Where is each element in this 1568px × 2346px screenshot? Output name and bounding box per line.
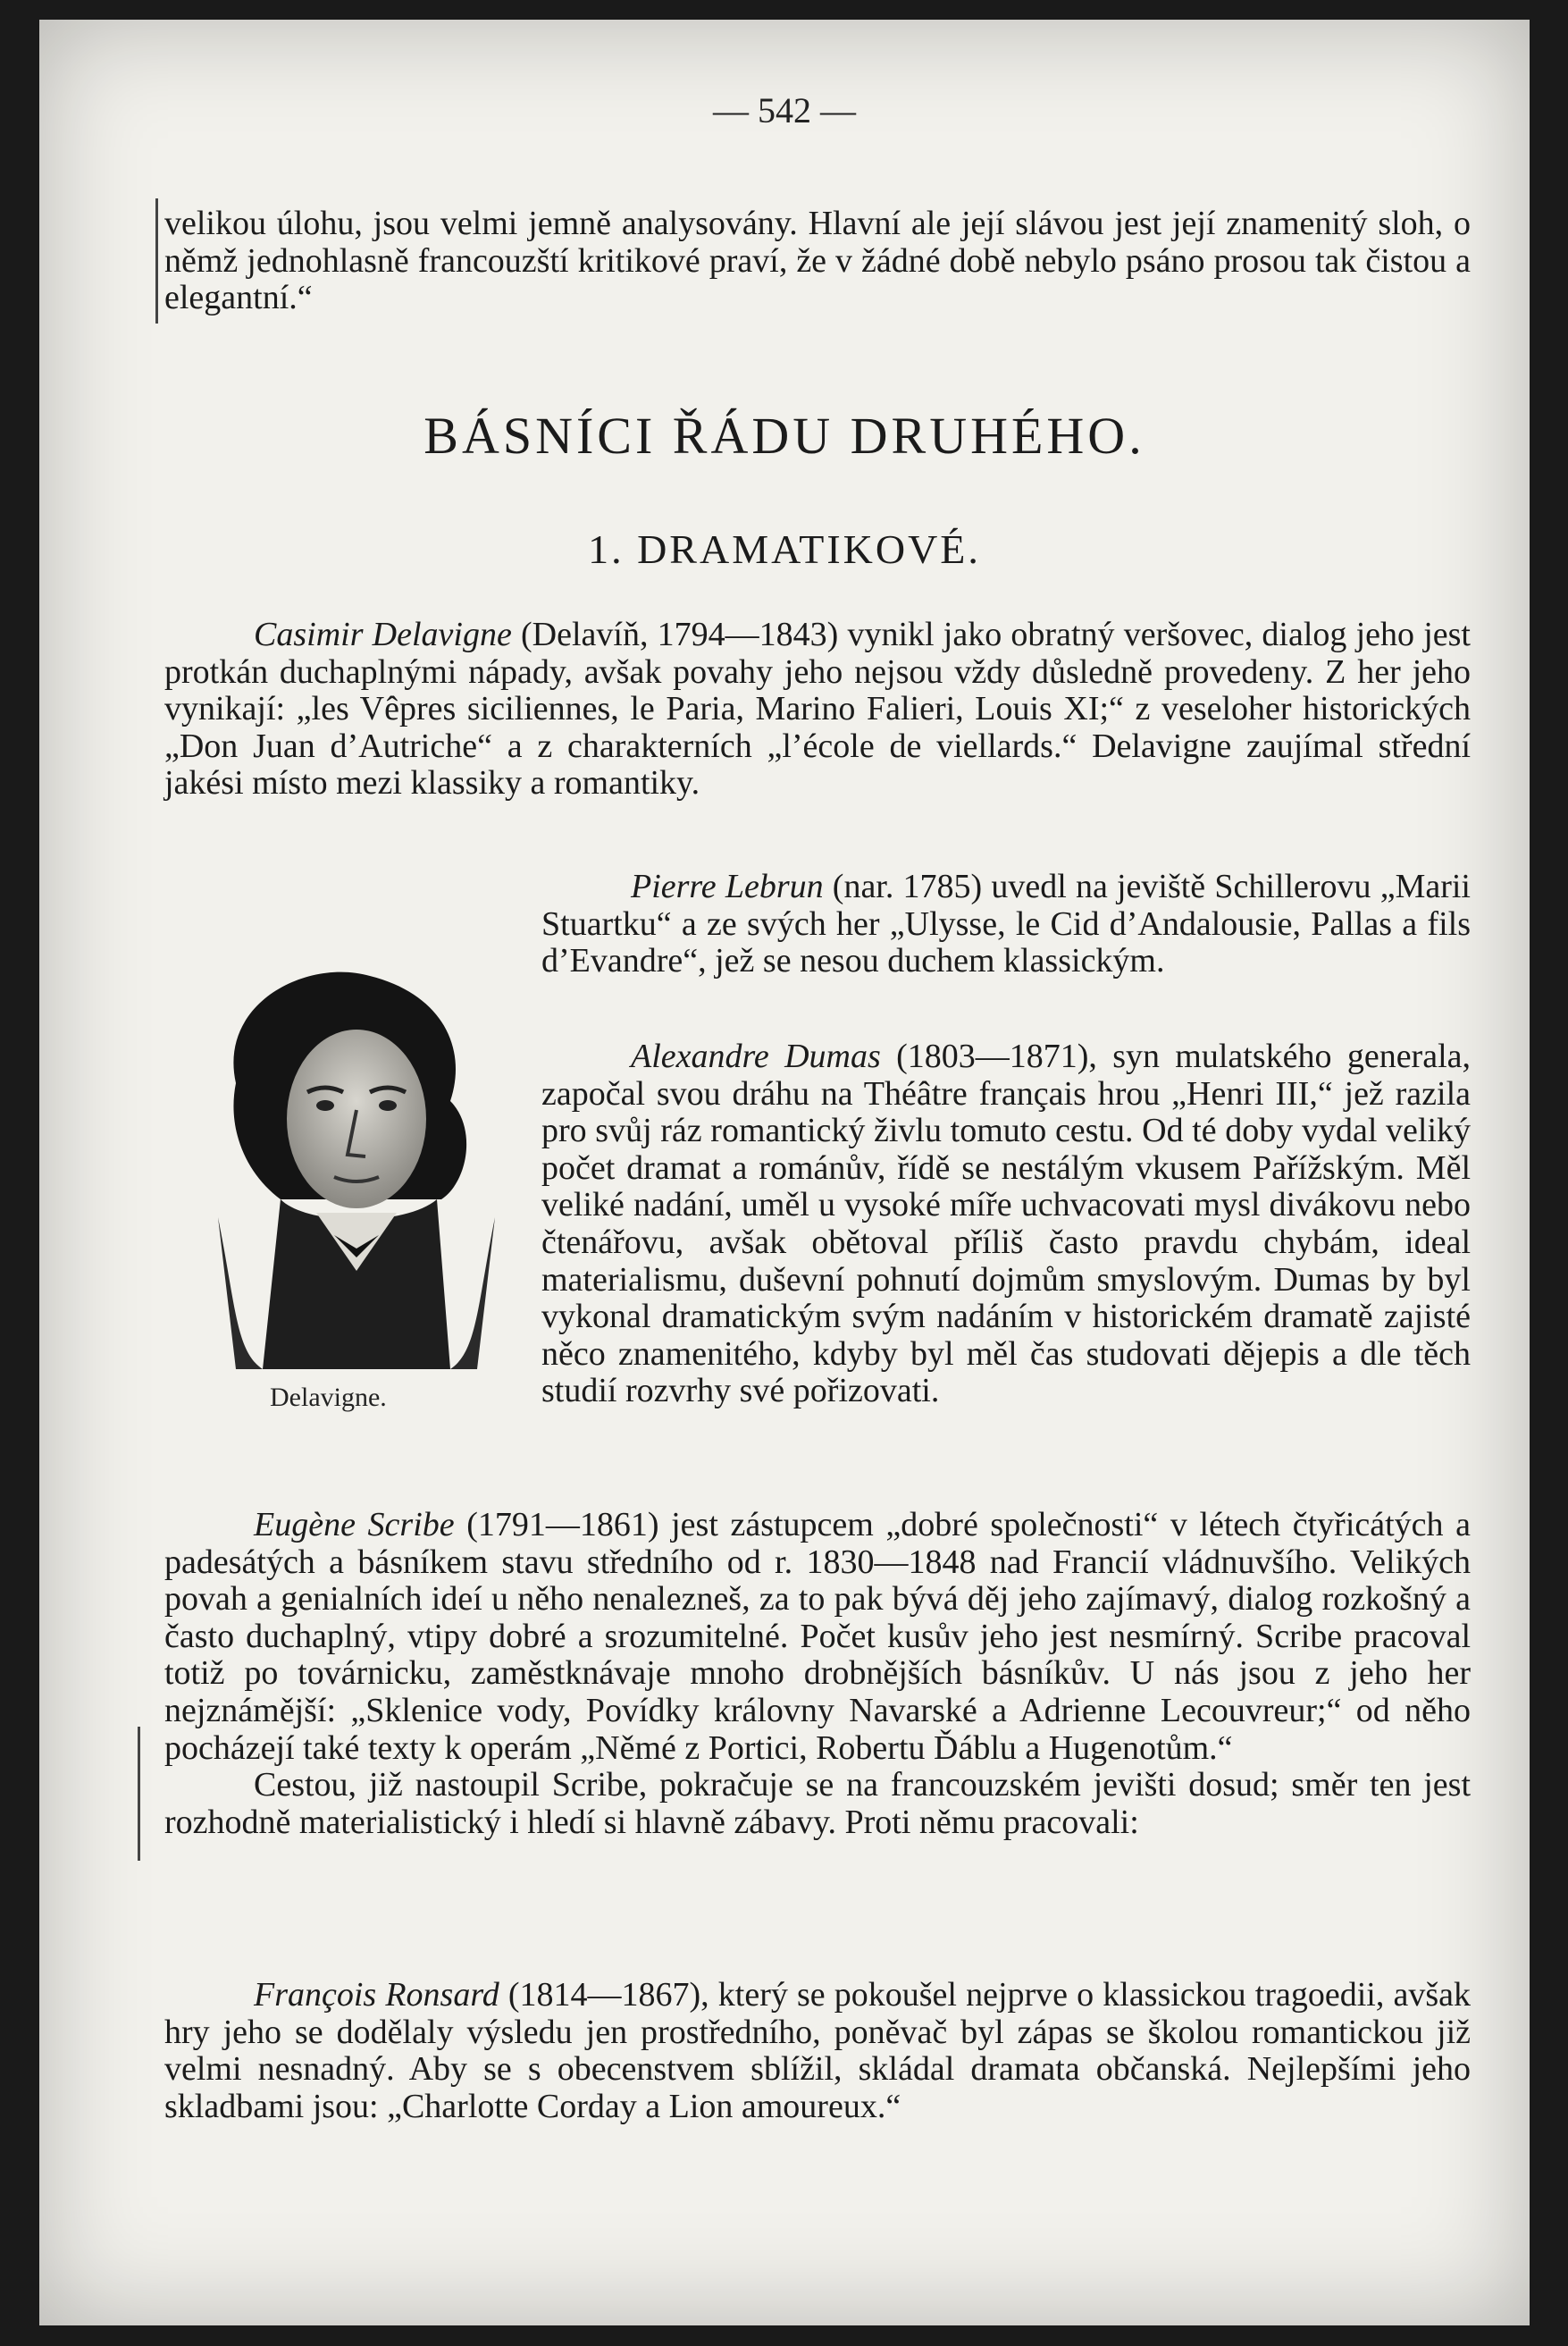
margin-mark bbox=[155, 198, 158, 324]
book-page bbox=[39, 20, 1530, 2325]
page-number: — 542 — bbox=[713, 90, 856, 130]
paragraph-text: (nar. 1785) uvedl na jeviště Schillerovu „Marii Stuartku“ a ze svých her „Ulysse, le Cid d’Andalousie, Pallas a fils d’Evandre“, jež se nesou duchem klassickým. bbox=[541, 868, 1471, 980]
portrait-caption: Delavigne. bbox=[270, 1383, 387, 1412]
paragraph-text: (1791—1861) jest zástupcem „dobré společnosti“ v létech čtyřicátých a padesátých a básníkem stavu středního od r. 1830—1848 nad Francií vládnuvšího. Velikých povah a genialních ideí u něho nenalezneš, za to pak bývá děj jeho zajímavý, dialog rozkošný a často duchaplný, vtipy dobré a srozumitelné. Počet kusův jeho jest nesmírný. Scribe pracoval totiž po továrnicku, zaměstknávaje mnoho drobnějších básníkův. U nás jsou z jeho her nejznámější: „Sklenice vody, Povídky královny Navarské a Adrienne Lecouvreur;“ od něho pocházejí také texty k operám „Němé z Portici, Robertu Ďáblu a Hugenotům.“ bbox=[164, 1506, 1471, 1767]
intro-paragraph bbox=[164, 206, 1471, 317]
paragraph-text: (1803—1871), syn mulatského generala, započal svou dráhu na Théâtre français hrou „Henri III,“ jež razila pro svůj ráz romantický živlu tomuto cestu. Od té doby vydal veliký počet dramat a románův, řídě se nestálým vkusem Pařížským. Měl veliké nadání, uměl u vysoké míře uchvacovati mysl divákovu nebo čtenářovu, avšak obětoval příliš často pravdu chybám, ideal materialismu, duševní pohnutí dojmům smyslovým. Dumas by byl vykonal dramatickým svým nadáním v historickém dramatě zajisté něco znamenitého, kdyby byl měl čas studovati dějepis a dle těch studií rozvrhy své pořizovati. bbox=[541, 1038, 1472, 1410]
author-name: Eugène Scribe bbox=[254, 1506, 455, 1543]
scribe-paragraph bbox=[164, 1507, 1471, 1841]
delavigne-portrait bbox=[182, 949, 531, 1378]
author-name: Pierre Lebrun bbox=[631, 868, 824, 905]
ponsard-paragraph bbox=[164, 1977, 1471, 2125]
author-name: François Ronsard bbox=[254, 1976, 499, 2014]
dumas-paragraph bbox=[541, 1038, 1471, 1410]
section-title: BÁSNÍCI ŘÁDU DRUHÉHO. bbox=[423, 407, 1145, 465]
paragraph-text: (1814—1867), který se pokoušel nejprve o klassickou tragoedii, avšak hry jeho se dodělaly výsledu jen prostředního, poněvač byl zápas se školou romantickou již velmi nesnadný. Aby se s obecenstvem sblížil, skládal dramata občanská. Nejlepšími jeho skladbami jsou: „Charlotte Corday a Lion amoureux.“ bbox=[164, 1976, 1472, 2125]
lebrun-paragraph bbox=[541, 869, 1471, 980]
paragraph-text: (Delavíň, 1794—1843) vynikl jako obratný veršovec, dialog jeho jest protkán duchaplnými nápady, avšak povahy jeho nejsou vždy důsledně provedeny. Z her jeho vynikají: „les Vêpres siciliennes, le Paria, Marino Falieri, Louis XI;“ z veseloher historických „Don Juan d’Autriche“ a z charakterních „l’école de viellards.“ Delavigne zaujímal střední jakési místo mezi klassiky a romantiky. bbox=[164, 616, 1471, 803]
author-name: Casimir Delavigne bbox=[254, 616, 512, 653]
margin-mark bbox=[138, 1727, 140, 1861]
cestou-paragraph: Cestou, již nastoupil Scribe, pokračuje se na francouzském jevišti dosud; směr ten jest rozhodně materialistický i hledí si hlavně zábavy. Proti němu pracovali: bbox=[164, 1766, 1471, 1841]
author-name: Alexandre Dumas bbox=[631, 1038, 881, 1075]
delavigne-paragraph bbox=[164, 617, 1471, 803]
intro-text: velikou úlohu, jsou velmi jemně analysovány. Hlavní ale její slávou jest její znamenitý sloh, o němž jednohlasně francouzští kritikové praví, že v žádné době nebylo psáno prosou tak čistou a elegantní.“ bbox=[164, 205, 1471, 317]
subsection-title: 1. DRAMATIKOVÉ. bbox=[588, 526, 981, 572]
